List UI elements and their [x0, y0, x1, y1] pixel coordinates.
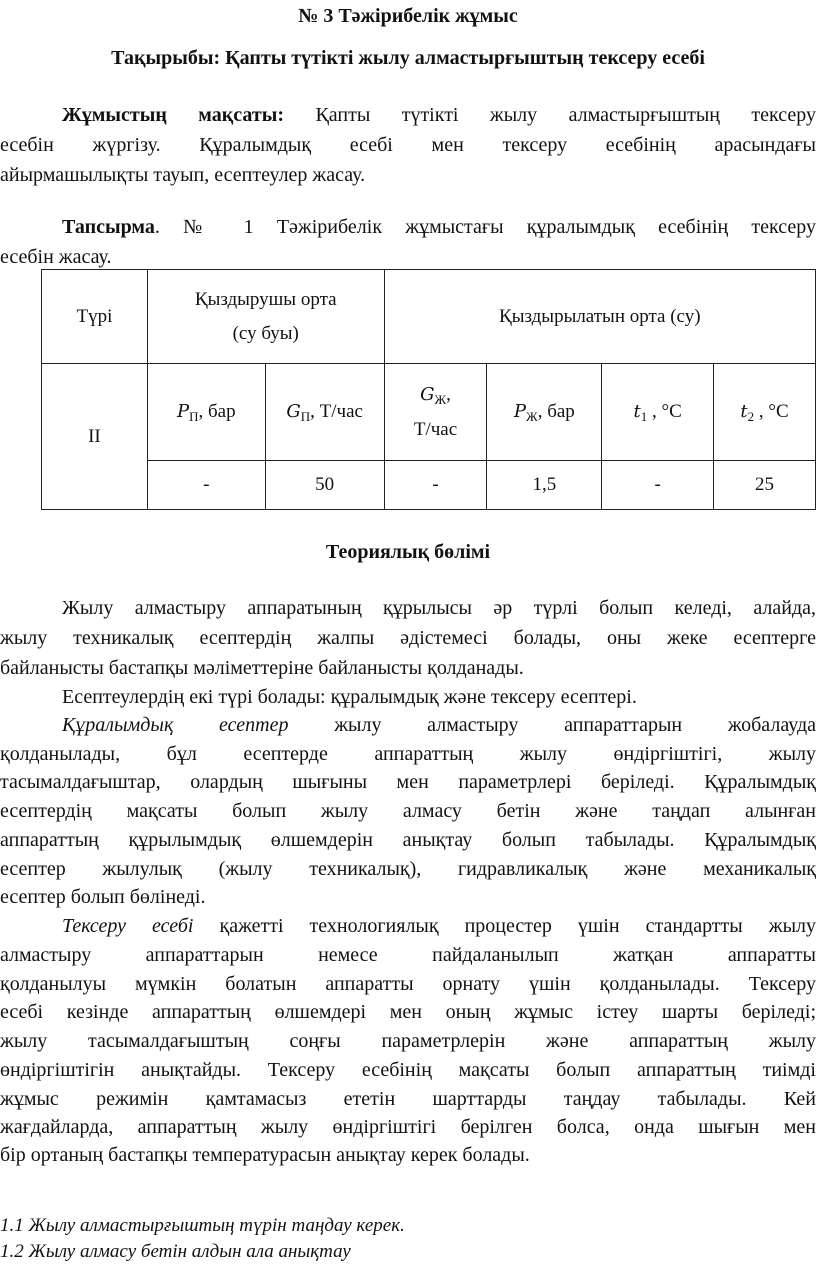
step-1-1: 1.1 Жылу алмастырғыштың түрін таңдау керек.	[0, 1215, 405, 1236]
theory-title: Теориялық бөлімі	[325, 541, 491, 563]
theory-p3-line-6: есептер жылулық (жылу техникалық), гидравликалық және механикалық	[0, 858, 816, 880]
theory-p2: Есептеулердің екі түрі болады: құралымдық және тексеру есептері.	[62, 686, 637, 708]
param-outlet-temp: $t_2$ , °C	[714, 364, 816, 461]
value-steam-pressure: -	[147, 461, 265, 510]
page-title: № 3 Тәжірибелік жұмыс	[298, 5, 518, 27]
value-outlet-temp: 25	[714, 461, 816, 510]
check-calc-term: Тексеру есебі	[62, 915, 194, 937]
theory-p4-line-2: алмастыру аппараттарын немесе пайдаланылып жатқан аппаратты	[0, 944, 816, 966]
theory-p1-line-2: жылу техникалық есептердің жалпы әдістемесі болады, оны жеке есептерге	[0, 627, 816, 649]
task-line-1	[0, 213, 816, 241]
aim-label: Жұмыстың мақсаты:	[62, 104, 284, 126]
table-header-row	[42, 270, 816, 364]
task-text-1: . № 1 Тәжірибелік жұмыстағы құралымдық есебінің тексеру	[154, 216, 816, 238]
param-inlet-temp: $t_1$ , °C	[602, 364, 714, 461]
theory-p4-line-3: қолданылуы мүмкін болатын аппаратты орнату үшін қолданылады. Тексеру	[0, 973, 816, 995]
topic-label: Тақырыбы:	[111, 47, 221, 69]
theory-p3-line-4: есептердің мақсаты болып жылу алмасу бетін және таңдап алынған	[0, 800, 816, 822]
heating-medium-header: Қыздырушы орта (су буы)	[147, 270, 384, 364]
heated-medium-header: Қыздырылатын орта (су)	[384, 270, 815, 364]
theory-p4-line-9: бір ортаның бастапқы температурасын анықтау керек болады.	[0, 1144, 530, 1166]
theory-p4-line-6: өндіргіштігін анықтайды. Тексеру есебінің мақсаты болып аппараттың тиімді	[0, 1059, 816, 1081]
aim-text-1: Қапты түтікті жылу алмастырғыштың тексеру	[315, 104, 816, 126]
theory-p1-line-1: Жылу алмастыру аппаратының құрылысы әр түрлі болып келеді, алайда,	[62, 597, 816, 619]
theory-p4-line-5: жылу тасымалдағыштың соңғы параметрлерін және аппараттың жылу	[0, 1030, 816, 1052]
theory-p3-line-7: есептер болып бөлінеді.	[0, 886, 206, 908]
theory-p4-line-7: жұмыс режимін қамтамасыз ететін шарттарды таңдау табылады. Кей	[0, 1088, 816, 1110]
design-calc-term: Құралымдық есептер	[62, 714, 289, 736]
value-water-pressure: 1,5	[487, 461, 602, 510]
theory-p3-line-5: аппараттың құрылымдық өлшемдерін анықтау болып табылады. Құралымдық	[0, 829, 816, 851]
theory-p4-line-4: есебі кезінде аппараттың өлшемдері мен оның жұмыс істеу шарты беріледі;	[0, 1001, 816, 1023]
task-line-2: есебін жасау.	[0, 246, 112, 268]
theory-p1-line-3: байланысты бастапқы мәліметтеріне байланысты қолданады.	[0, 657, 524, 679]
table-values-row	[42, 461, 816, 510]
value-water-flow: -	[384, 461, 487, 510]
theory-p4-line-1: Тексеру есебі қажетті технологиялық процестер үшін стандартты жылу	[62, 915, 816, 937]
param-steam-pressure: $P_П$, бар	[147, 364, 265, 461]
param-steam-flow: $G_П$, Т/час	[265, 364, 384, 461]
topic-line	[0, 44, 816, 72]
theory-p4-line-8: жағдайларда, аппараттың жылу өндіргіштігі берілген болса, онда шығын мен	[0, 1116, 816, 1138]
theory-p3-line-3: тасымалдағыштар, олардың шығыны мен параметрлері беріледі. Құралымдық	[0, 771, 816, 793]
value-steam-flow: 50	[265, 461, 384, 510]
type-header: Түрі	[42, 270, 148, 364]
param-water-pressure: $P_Ж$, бар	[487, 364, 602, 461]
step-1-2: 1.2 Жылу алмасу бетін алдын ала анықтау	[0, 1241, 351, 1262]
type-value: II	[42, 364, 148, 510]
param-water-flow: $G_Ж$, Т/час	[384, 364, 487, 461]
aim-line-1	[0, 101, 816, 129]
task-label: Тапсырма	[62, 216, 155, 238]
aim-line-3: айырмашылықты тауып, есептеулер жасау.	[0, 164, 366, 186]
table-params-row	[42, 364, 816, 461]
value-inlet-temp: -	[602, 461, 714, 510]
topic-text: Қапты түтікті жылу алмастырғыштың тексеру есебі	[225, 47, 705, 69]
aim-line-2: есебін жүргізу. Құралымдық есебі мен тексеру есебінің арасындағы	[0, 134, 816, 156]
parameters-table	[41, 269, 816, 510]
theory-p3-line-1: Құралымдық есептер жылу алмастыру аппараттарын жобалауда	[62, 714, 816, 736]
theory-p3-line-2: қолданылады, бұл есептерде аппараттың жылу өндіргіштігі, жылу	[0, 743, 816, 765]
